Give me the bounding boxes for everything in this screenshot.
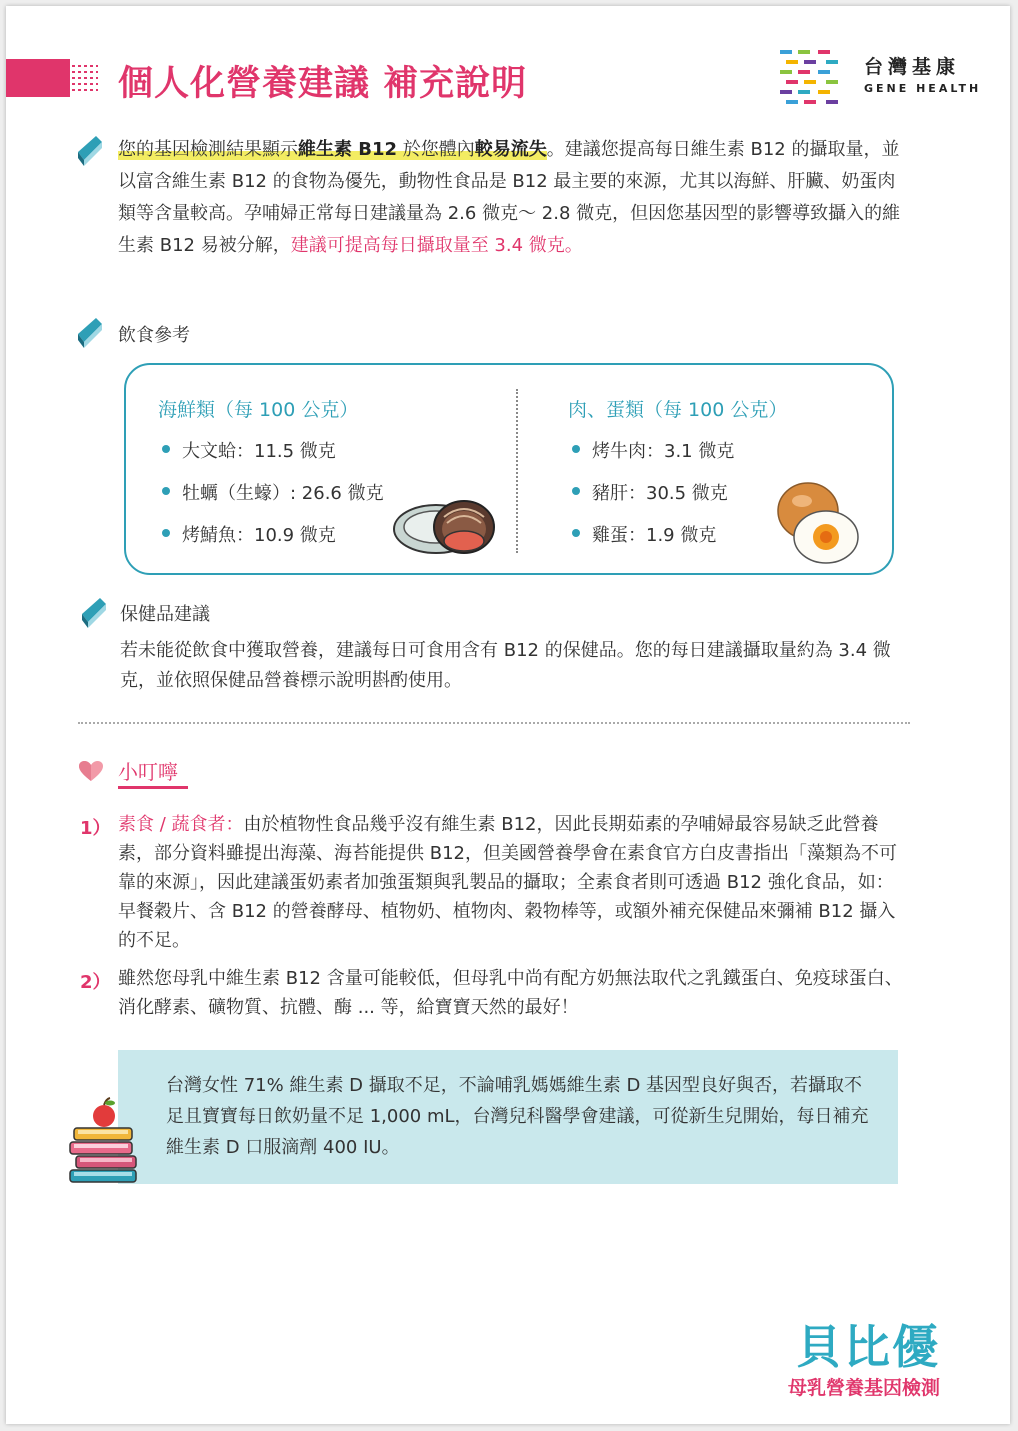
company-logo [776, 46, 986, 112]
book-icon [74, 134, 104, 168]
logo-name: 台灣基康 [864, 56, 961, 78]
seafood-title: 海鮮類（每 100 公克） [158, 399, 359, 421]
oyster-icon [392, 493, 502, 559]
list-item: 雞蛋：1.9 微克 [592, 521, 716, 547]
egg-icon [774, 481, 864, 565]
product-logo [788, 1311, 976, 1401]
supplement-text: 若未能從飲食中獲取營養，建議每日可食用含有 B12 的保健品。您的每日建議攝取量約為 3.4 微克，並依照保健品營養標示說明斟酌使用。 [120, 640, 891, 691]
intro-recommendation: 建議可提高每日攝取量至 3.4 微克。 [290, 235, 583, 256]
meat-egg-title: 肉、蛋類（每 100 公克） [568, 399, 788, 421]
section-divider [78, 722, 910, 724]
tips-title: 小叮嚀 [118, 760, 178, 784]
book-icon [78, 596, 108, 630]
tip-number-1: 1） [80, 818, 111, 839]
book-icon [74, 316, 104, 350]
diet-section-title: 飲食參考 [118, 325, 190, 346]
intro-bold-vitamin: 維生素 B12 [298, 139, 398, 160]
tips-title-underline [118, 786, 188, 789]
list-item: 大文蛤：11.5 微克 [182, 437, 336, 463]
tip-item-1-text: 由於植物性食品幾乎沒有維生素 B12，因此長期茹素的孕哺婦最容易缺乏此營養素，部分資料雖提出海藻、海苔能提供 B12，但美國營養學會在素食官方白皮書指出「藻類為不可靠的來源」，因此建議蛋奶素者加強蛋類與乳製品的攝取；全素食者則可透過 B12 強化食品，如：早餐穀片、含 B12 的營養酵母、植物奶、植物肉、穀物棒等，或額外補充保健品來彌補 B12 攝入的不足。 [118, 814, 897, 951]
logo-subtitle: GENE HEALTH [864, 82, 982, 95]
books-apple-icon [68, 1096, 140, 1188]
header-accent-bar [6, 59, 70, 97]
logo-mark-icon [776, 46, 852, 112]
intro-text-3: 。建議您提高每日維生素 B12 的攝取量，並以富含維生素 B12 的食物為優先，動物性食品是 B12 最主要的來源，尤其以海鮮、肝臟、奶蛋肉類等含量較高。孕哺婦正常每日建議量為 2.6 微克～ 2.8 微克，但因您基因型的影響導致攝入的維生素 B12 易被分解， [118, 139, 901, 256]
list-item: 豬肝：30.5 微克 [592, 479, 728, 505]
product-subtitle: 母乳營養基因檢測 [788, 1377, 941, 1399]
info-box [118, 1050, 898, 1184]
column-divider [516, 389, 518, 553]
intro-text-1: 您的基因檢測結果顯示 [118, 139, 298, 160]
list-item: 烤牛肉：3.1 微克 [592, 437, 734, 463]
list-item: 烤鯖魚：10.9 微克 [182, 521, 336, 547]
tip-item-2: 雖然您母乳中維生素 B12 含量可能較低，但母乳中尚有配方奶無法取代之乳鐵蛋白、免疫球蛋白、消化酵素、礦物質、抗體、酶 ... 等，給寶寶天然的最好！ [118, 968, 903, 1018]
heart-icon [78, 760, 104, 782]
supplement-section-title: 保健品建議 [120, 604, 210, 625]
header-stripes-icon [70, 62, 100, 96]
info-text: 台灣女性 71% 維生素 D 攝取不足，不論哺乳媽媽維生素 D 基因型良好與否，若攝取不足且寶寶每日飲奶量不足 1,000 mL，台灣兒科醫學會建議，可從新生兒開始，每日補充維生素 D 口服滴劑 400 IU。 [166, 1075, 869, 1158]
tip-item-1 [118, 810, 910, 955]
page-title: 個人化營養建議 補充說明 [118, 64, 528, 104]
intro-text-2: 於您體內 [397, 139, 475, 160]
page [6, 6, 1010, 1424]
intro-paragraph [118, 134, 910, 262]
intro-bold-loss: 較易流失 [474, 139, 547, 160]
tip-number-2: 2） [80, 972, 111, 993]
tip-item-1-label: 素食 / 蔬食者： [118, 814, 244, 835]
food-reference-box [124, 363, 894, 575]
product-brand: 貝比優 [796, 1320, 940, 1374]
list-item: 牡蠣（生蠔）: 26.6 微克 [182, 479, 384, 505]
